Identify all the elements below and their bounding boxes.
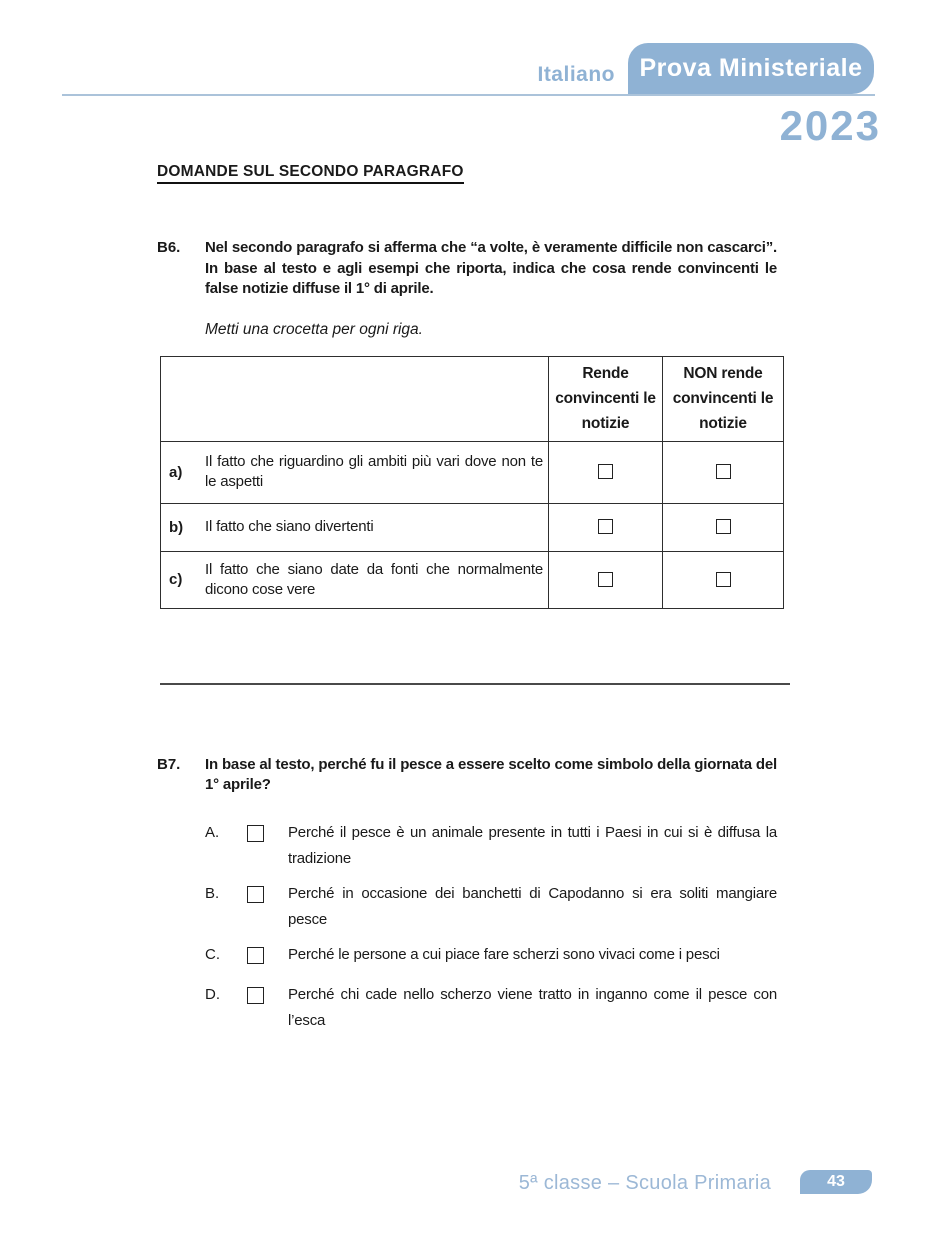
table-header-spacer [161,356,549,441]
row-b-statement-cell [161,503,549,551]
checkbox-b-non-rende[interactable] [716,519,731,534]
table-row-c [161,551,784,608]
question-b7-number: B7. [157,755,181,773]
option-row-d [205,982,777,1034]
question-b6-text: Nel secondo paragrafo si afferma che “a volte, è veramente difficile non cascarci”. In base al testo e agli esempi che riporta, indica che cosa rende convincenti le false notizie diffuse il 1° di aprile. [205,239,777,297]
option-d-text: Perché chi cade nello scherzo viene tratto in inganno come il pesce con l’esca [288,985,777,1029]
table-row-a [161,441,784,503]
page-number: 43 [827,1173,845,1190]
answers-table [160,356,784,609]
ministerial-badge [628,43,874,94]
row-c-rende-cell [549,551,663,608]
instruction-note: Metti una crocetta per ogni riga. [205,320,423,338]
row-b-rende-cell [549,503,663,551]
section-divider [160,683,790,685]
option-checkbox-c[interactable] [247,947,264,964]
option-row-a [205,820,777,872]
row-b-non-rende-cell [663,503,784,551]
option-row-c [205,942,777,973]
option-checkbox-a[interactable] [247,825,264,842]
header-rule [62,94,875,96]
page-number-badge [800,1170,872,1194]
option-a-letter: A. [205,823,220,841]
row-c-text: Il fatto che siano date da fonti che normalmente dicono cose vere [205,560,543,598]
row-a-statement-cell [161,441,549,503]
question-b7-text: In base al testo, perché fu il pesce a essere scelto come simbolo della giornata del 1° aprile? [205,755,777,793]
option-c-letter: C. [205,945,220,963]
option-checkbox-d[interactable] [247,987,264,1004]
row-c-label: c) [169,571,183,588]
row-a-text: Il fatto che riguardino gli ambiti più vari dove non te le aspetti [205,453,543,490]
option-c-text: Perché le persone a cui piace fare scherzi sono vivaci come i pesci [288,945,720,963]
row-b-label: b) [169,518,184,536]
table-row-b [161,503,784,551]
subject-label: Italiano [537,63,615,86]
option-d-letter: D. [205,985,220,1003]
table-header-row [161,356,784,441]
checkbox-c-rende[interactable] [598,572,613,587]
footer-label: 5ª classe – Scuola Primaria [518,1172,771,1194]
option-a-text: Perché il pesce è un animale presente in tutti i Paesi in cui si è diffusa la tradizione [288,823,777,867]
option-b-letter: B. [205,884,220,902]
options-list [205,820,777,1034]
row-a-label: a) [169,463,183,481]
row-c-statement-cell [161,551,549,608]
option-row-b [205,881,777,933]
checkbox-a-rende[interactable] [598,464,613,479]
row-b-text: Il fatto che siano divertenti [205,518,374,535]
question-b6-number: B6. [157,239,181,256]
column-header-non-rende: NON rende convincenti le notizie [663,356,784,441]
year-label: 2023 [779,102,881,149]
checkbox-c-non-rende[interactable] [716,572,731,587]
question-b6 [157,238,777,300]
option-b-text: Perché in occasione dei banchetti di Capodanno si era soliti mangiare pesce [288,884,777,928]
row-a-non-rende-cell [663,441,784,503]
question-b7 [157,755,777,796]
checkbox-b-rende[interactable] [598,519,613,534]
row-c-non-rende-cell [663,551,784,608]
column-header-rende: Rende convincenti le notizie [549,356,663,441]
row-a-rende-cell [549,441,663,503]
section-heading: DOMANDE SUL SECONDO PARAGRAFO [157,163,464,184]
checkbox-a-non-rende[interactable] [716,464,731,479]
ministerial-badge-label: Prova Ministeriale [639,54,863,82]
option-checkbox-b[interactable] [247,886,264,903]
